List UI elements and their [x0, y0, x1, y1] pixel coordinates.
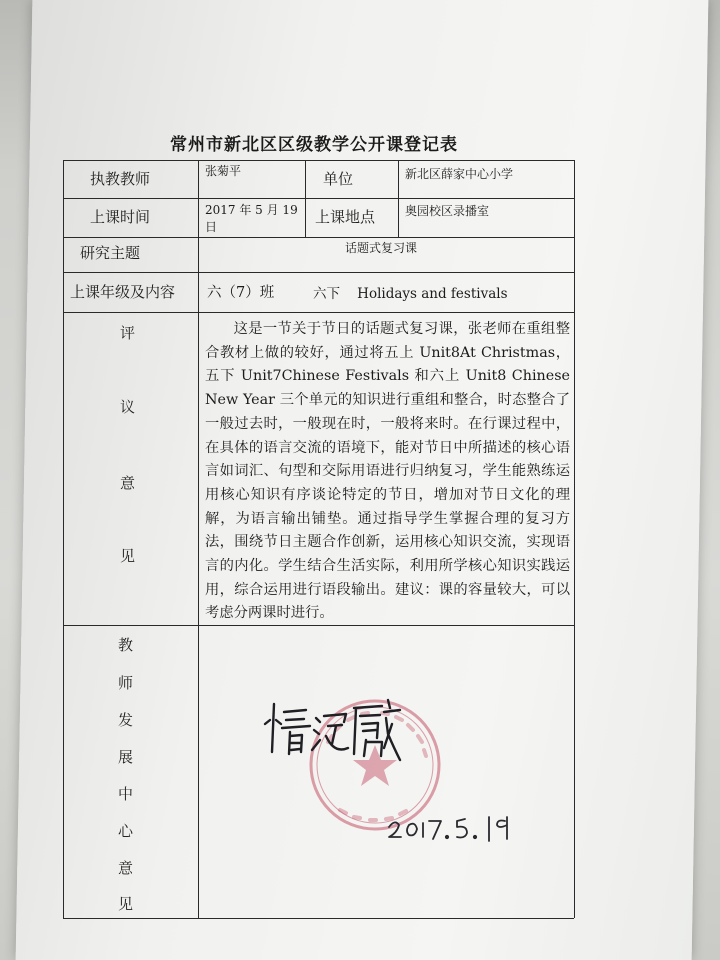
center-label-char: 见: [118, 895, 134, 913]
topic-label: 研究主题: [80, 244, 141, 262]
place-label: 上课地点: [315, 208, 376, 226]
time-value-line2: 日: [205, 220, 218, 234]
time-value-line1: 2017 年 5 月 19: [205, 203, 298, 217]
teacher-label: 执教教师: [90, 170, 151, 188]
center-label-char: 展: [118, 748, 134, 766]
review-label-char: 意: [120, 474, 136, 492]
handwritten-signature: [262, 690, 402, 770]
teacher-value: 张菊平: [205, 164, 242, 178]
grade-value: 六（7）班: [207, 285, 275, 301]
handwritten-date: [385, 805, 515, 845]
review-paragraph: 这是一节关于节日的话题式复习课，张老师在重组整合教材上做的较好，通过将五上 Unit8At Christmas，五下 Unit7Chinese Festivals 和六上 Unit8 Chinese New Year 三个单元的知识进行重组和整合，时态整合了一般过去时，一般现在时，一般将来时。在行课过程中，在具体的语言交流的语境下，能对节日中所描述的核心语言如词汇、句型和交际用语进行归纳复习，学生能熟练运用核心知识有序谈论特定的节日，增加对节日文化的理解，为语言输出铺垫。通过指导学生掌握合理的复习方法，围绕节日主题合作创新，运用核心知识交流，实现语言的内化。学生结合生活实际，利用所学核心知识实践运用，综合运用进行语段输出。建议：课的容量较大，可以考虑分两课时进行。: [205, 321, 570, 622]
table-row-divider: [63, 237, 574, 238]
form-title: 常州市新北区区级教学公开课登记表: [170, 135, 458, 155]
grade-label: 上课年级及内容: [70, 283, 176, 301]
unit-value: 新北区薛家中心小学: [405, 167, 514, 181]
center-label-char: 发: [118, 711, 134, 729]
review-label-char: 评: [120, 324, 136, 342]
table-column-divider: [198, 160, 199, 918]
table-border-left: [63, 160, 64, 918]
table-border-top: [63, 160, 574, 161]
review-label-char: 议: [120, 398, 136, 416]
center-label-char: 师: [118, 674, 134, 692]
table-border-right: [574, 160, 575, 918]
table-border-bottom: [63, 918, 574, 919]
topic-value: 话题式复习课: [345, 241, 418, 255]
unit-label: 单位: [323, 170, 354, 188]
time-label: 上课时间: [90, 208, 151, 226]
center-label-char: 教: [118, 636, 134, 654]
table-row-divider: [63, 312, 574, 313]
review-label-char: 见: [120, 547, 136, 565]
content-value: 六下 Holidays and festivals: [313, 286, 508, 302]
center-label-char: 中: [118, 785, 134, 803]
table-row-divider: [63, 272, 574, 273]
review-text: [205, 318, 570, 626]
center-label-char: 心: [118, 822, 134, 840]
table-column-divider: [305, 160, 306, 237]
table-column-divider: [398, 160, 399, 237]
table-row-divider: [63, 198, 574, 199]
center-label-char: 意: [118, 859, 134, 877]
place-value: 奥园校区录播室: [405, 204, 490, 218]
